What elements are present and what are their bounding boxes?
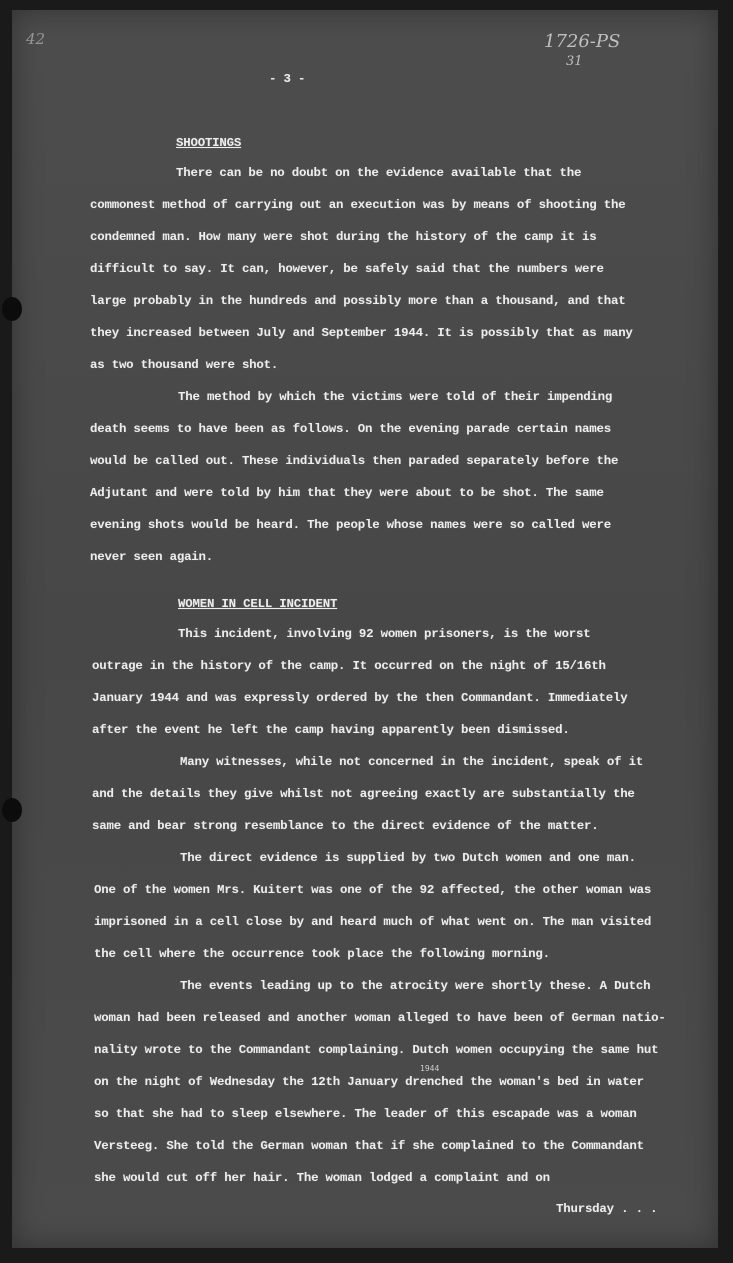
handwritten-year-note: 1944 (420, 1064, 440, 1073)
section-heading-shootings: SHOOTINGS (176, 136, 242, 150)
punch-hole (2, 297, 22, 321)
text-line: The direct evidence is supplied by two Dutch women and one man. (180, 851, 636, 865)
text-line: One of the women Mrs. Kuitert was one of the 92 affected, the other woman was (94, 883, 652, 897)
text-line: woman had been released and another woman alleged to have been of German natio- (94, 1011, 666, 1025)
text-line: This incident, involving 92 women prisoners, is the worst (178, 627, 591, 641)
page-number: - 3 - (269, 72, 306, 86)
reference-sub: 31 (566, 54, 583, 69)
handwritten-mark: 42 (26, 30, 46, 48)
text-line: The method by which the victims were told of their impending (178, 390, 613, 404)
text-line: so that she had to sleep elsewhere. The leader of this escapade was a woman (94, 1107, 637, 1121)
text-line: after the event he left the camp having apparently been dismissed. (92, 723, 570, 737)
text-line: on the night of Wednesday the 12th January drenched the woman's bed in water (94, 1075, 644, 1089)
text-line: imprisoned in a cell close by and heard much of what went on. The man visited (94, 915, 652, 929)
text-line: they increased between July and September 1944. It is possibly that as many (90, 326, 633, 340)
text-line: as two thousand were shot. (90, 358, 279, 372)
text-line: commonest method of carrying out an execution was by means of shooting the (90, 198, 626, 212)
text-line: Adjutant and were told by him that they were about to be shot. The same (90, 486, 604, 500)
text-line: never seen again. (90, 550, 214, 564)
document-reference (544, 32, 620, 72)
text-line: nality wrote to the Commandant complaining. Dutch women occupying the same hut (94, 1043, 659, 1057)
text-line: The events leading up to the atrocity were shortly these. A Dutch (180, 979, 651, 993)
text-line: difficult to say. It can, however, be safely said that the numbers were (90, 262, 604, 276)
text-line: condemned man. How many were shot during the history of the camp it is (90, 230, 597, 244)
text-line: There can be no doubt on the evidence available that the (176, 166, 582, 180)
text-line: death seems to have been as follows. On the evening parade certain names (90, 422, 611, 436)
text-line: outrage in the history of the camp. It occurred on the night of 15/16th (92, 659, 606, 673)
text-line: Many witnesses, while not concerned in the incident, speak of it (180, 755, 644, 769)
section-heading-women-in-cell: WOMEN IN CELL INCIDENT (178, 597, 338, 611)
document-page (12, 10, 718, 1248)
text-line: January 1944 and was expressly ordered by the then Commandant. Immediately (92, 691, 628, 705)
text-line: and the details they give whilst not agreeing exactly are substantially the (92, 787, 635, 801)
text-line: the cell where the occurrence took place the following morning. (94, 947, 550, 961)
text-line: evening shots would be heard. The people whose names were so called were (90, 518, 611, 532)
text-line: would be called out. These individuals then paraded separately before the (90, 454, 619, 468)
text-line: she would cut off her hair. The woman lodged a complaint and on (94, 1171, 550, 1185)
continuation-catchword: Thursday . . . (556, 1202, 658, 1216)
text-line: same and bear strong resemblance to the direct evidence of the matter. (92, 819, 599, 833)
punch-hole (2, 798, 22, 822)
reference-number: 1726-PS (544, 31, 621, 52)
text-line: large probably in the hundreds and possibly more than a thousand, and that (90, 294, 626, 308)
text-line: Versteeg. She told the German woman that if she complained to the Commandant (94, 1139, 644, 1153)
